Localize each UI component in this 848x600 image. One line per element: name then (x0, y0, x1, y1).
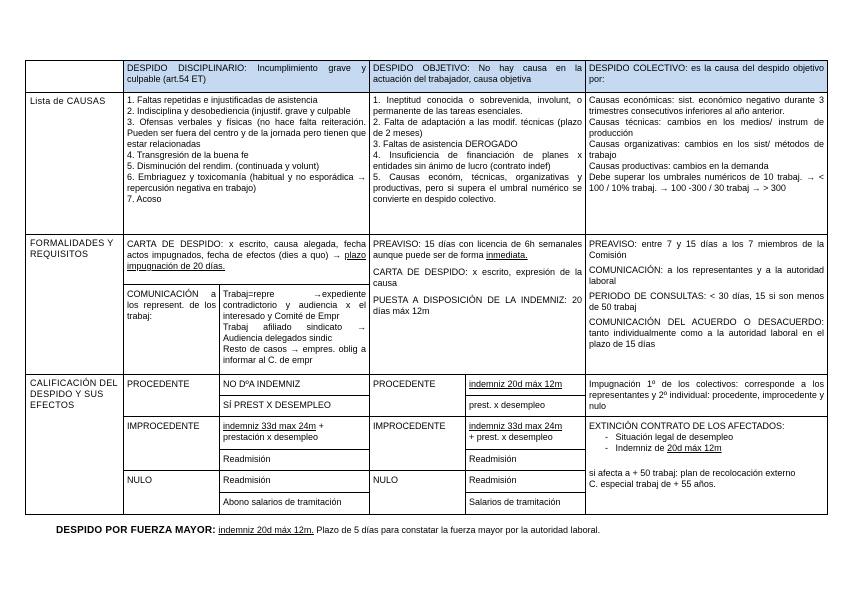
calif-procedente-row (26, 375, 828, 396)
col-extincion-indemniz: 20d máx 12m (667, 442, 722, 453)
col-extincion-item-2: - Indemniz de 20d máx 12m (605, 442, 722, 453)
comunicacion-items-cell (220, 285, 370, 375)
col-acuerdo: COMUNICACIÓN DEL ACUERDO O DESACUERDO: tanto individualmente como a la autoridad laboral en el plazo de 15 días (589, 316, 825, 349)
col-comunicacion: COMUNICACIÓN: a los representantes y a la autoridad laboral (589, 264, 825, 286)
comunicacion-item-3: Resto de casos → empres. oblig a informar al C. de empr (223, 343, 367, 365)
formalidades-label-cell (26, 235, 124, 375)
obj-puesta: PUESTA A DISPOSICIÓN DE LA INDEMNIZ: 20 días máx 12m (373, 294, 583, 316)
disc-improcedente-label: IMPROCEDENTE (127, 421, 200, 431)
disc-nulo-label: NULO (127, 475, 153, 485)
fuerza-mayor-note (56, 525, 600, 536)
obj-proc-prest-desempleo: prest. x desempleo (469, 400, 546, 410)
fuerza-mayor-indemniz: indemniz 20d máx 12m. (218, 525, 314, 535)
obj-nulo-label: NULO (373, 475, 399, 485)
disc-nulo-salarios: Abono salarios de tramitación (223, 497, 342, 507)
disc-nulo-1-cell (220, 471, 370, 493)
causas-label: Lista de CAUSAS (30, 96, 106, 106)
col-extincion-item-1: - Situación legal de desempleo (605, 431, 734, 442)
header-disciplinario-text: DESPIDO DISCIPLINARIO: Incumplimiento grave y culpable (art.54 ET) (127, 63, 367, 84)
obj-nulo-1-cell (466, 471, 586, 493)
col-impugnacion-cell (586, 375, 828, 417)
causas-label-cell (26, 93, 124, 235)
disc-carta-plazo: plazo impugnación de 20 días. (127, 249, 367, 271)
col-extincion-desempleo: Situación legal de desempleo (615, 431, 734, 442)
header-disciplinario (124, 61, 370, 93)
causa-obj-2: 2. Falta de adaptación a las modif. técnicas (plazo de 2 meses) (373, 116, 583, 138)
obj-improc-2-cell (466, 450, 586, 471)
causas-objetivo-cell (370, 93, 586, 235)
obj-improcedente-label-cell (370, 417, 466, 471)
header-colectivo (586, 61, 828, 93)
causa-obj-4: 4. Insuficiencia de financiación de planes x entidades sin ánimo de lucro (contrato indef) (373, 149, 583, 171)
formalidades-objetivo-cell (370, 235, 586, 375)
disc-proc-no-indemniz: NO DºA INDEMNIZ (223, 379, 301, 389)
disc-proc-2-cell (220, 396, 370, 417)
obj-preaviso-inmediata: inmediata. (486, 249, 528, 260)
obj-carta: CARTA DE DESPIDO: x escrito, expresión de la causa (373, 266, 583, 288)
comunicacion-label-cell (124, 285, 220, 375)
causa-col-5: Debe superar los umbrales numéricos de 10 trabaj. → < 100 / 10% trabaj. → 100 -300 / 30 trabaj → > 300 (589, 171, 825, 193)
col-impugnacion: Impugnación 1º de los colectivos: corresponde a los representantes y 2º individual: procedente, improcedente y nulo (589, 379, 825, 411)
causa-obj-1: 1. Ineptitud conocida o sobrevenida, involunt, o permanente de las tareas esenciales. (373, 95, 583, 116)
despidos-table (25, 60, 828, 515)
header-row (26, 61, 828, 93)
comunicacion-label: COMUNICACIÓN a los represent. de los trabaj: (127, 289, 216, 321)
fuerza-mayor-title: DESPIDO POR FUERZA MAYOR: (56, 525, 216, 536)
disc-improc-2-cell (220, 450, 370, 471)
calif-improcedente-row (26, 417, 828, 450)
obj-improcedente-label: IMPROCEDENTE (373, 421, 446, 431)
disc-procedente-label-cell (124, 375, 220, 417)
disc-improc-readmision: Readmisión (223, 454, 271, 464)
obj-improc-indemniz: indemniz 33d max 24m (469, 421, 563, 431)
causas-row (26, 93, 828, 235)
obj-proc-indemniz: indemniz 20d máx 12m (469, 379, 563, 389)
fuerza-mayor-plazo: Plazo de 5 días para constatar la fuerza mayor por la autoridad laboral. (316, 525, 601, 535)
disc-improc-1-cell (220, 417, 370, 450)
obj-improc-readmision: Readmisión (469, 454, 517, 464)
obj-procedente-label-cell (370, 375, 466, 417)
obj-nulo-2-cell (466, 493, 586, 515)
disc-nulo-readmision: Readmisión (223, 475, 271, 485)
causa-disc-3: 3. Ofensas verbales y físicas (no hace falta reiteración. Pueden ser fuera del centro y de la jornada pero tienen que estar relacionadas (127, 116, 367, 149)
causa-obj-3: 3. Faltas de asistencia DEROGADO (373, 138, 518, 149)
obj-procedente-label: PROCEDENTE (373, 379, 436, 389)
obj-improc-prestacion: + prest. x desempleo (469, 431, 553, 442)
calificacion-label-cell (26, 375, 124, 515)
disc-improc-indemniz: indemniz 33d max 24m (223, 421, 317, 431)
comunicacion-item-2: Trabaj afiliado sindicato → Audiencia delegados sindic (223, 321, 367, 343)
causa-obj-5: 5. Causas económ, técnicas, organizativas y productivas, pero si supera el umbral numérico se convierte en despido colectivo. (373, 171, 583, 204)
disc-nulo-label-cell (124, 471, 220, 515)
obj-improc-1-cell (466, 417, 586, 450)
header-blank-cell (26, 61, 124, 93)
causas-disciplinario-cell (124, 93, 370, 235)
formalidades-label: FORMALIDADES Y REQUISITOS (30, 238, 114, 259)
causas-colectivo-cell (586, 93, 828, 235)
col-extincion-cell (586, 417, 828, 515)
col-extincion-indemniz-pre: Indemniz de (615, 442, 665, 453)
formalidades-colectivo-cell (586, 235, 828, 375)
col-preaviso: PREAVISO: entre 7 y 15 días a los 7 miembros de la Comisión (589, 239, 825, 260)
formalidades-disc-carta-cell (124, 235, 370, 285)
disc-procedente-label: PROCEDENTE (127, 379, 190, 389)
comunicacion-item-1: Trabaj=repre →expediente contradictorio y audiencia x el interesado y Comité de Empr (223, 289, 367, 321)
formalidades-row (26, 235, 828, 285)
obj-nulo-salarios: Salarios de tramitación (469, 497, 561, 507)
obj-nulo-readmision: Readmisión (469, 475, 517, 485)
disc-proc-prest-desempleo: SÍ PREST X DESEMPLEO (223, 400, 331, 410)
causa-col-4: Causas productivas: cambios en la demanda (589, 160, 769, 171)
header-objetivo-text: DESPIDO OBJETIVO: No hay causa en la actuación del trabajador, causa objetiva (373, 63, 583, 84)
col-extincion-title: EXTINCIÓN CONTRATO DE LOS AFECTADOS: (589, 421, 785, 431)
causa-disc-1: 1. Faltas repetidas e injustificadas de asistencia (127, 95, 318, 105)
col-consultas: PERIODO DE CONSULTAS: < 30 días, 15 si son menos de 50 trabaj (589, 290, 825, 312)
causa-col-3: Causas organizativas: cambios en los sist/ métodos de trabajo (589, 138, 825, 160)
header-objetivo (370, 61, 586, 93)
calificacion-label: CALIFICACIÓN DEL DESPIDO Y SUS EFECTOS (30, 378, 118, 410)
causa-col-1: Causas económicas: sist. económico negativo durante 3 trimestres consecutivos inferiores al año anterior. (589, 95, 825, 116)
obj-preaviso-text: PREAVISO: 15 días con licencia de 6h semanales aunque puede ser de forma (373, 239, 583, 260)
disc-improc-prestacion: + prestación x desempleo (223, 421, 324, 442)
disc-carta-text: CARTA DE DESPIDO: x escrito, causa alegada, fecha actos impugnados, fecha de efectos (dies a quo) → (127, 239, 367, 260)
causa-disc-5: 5. Disminución del rendim. (continuada y volunt) (127, 160, 320, 171)
col-especial: C. especial trabaj de + 55 años. (589, 478, 716, 489)
obj-nulo-label-cell (370, 471, 466, 515)
causa-disc-6: 6. Embriaguez y toxicomanía (habitual y no esporádica → repercusión negativa en trabajo) (127, 171, 367, 193)
header-colectivo-text: DESPIDO COLECTIVO: es la causa del despido objetivo por: (589, 63, 825, 84)
obj-proc-2-cell (466, 396, 586, 417)
col-recolocacion: si afecta a + 50 trabaj: plan de recolocación externo (589, 467, 796, 478)
disc-nulo-2-cell (220, 493, 370, 515)
causa-col-2: Causas técnicas: cambios en los medios/ instrum de producción (589, 116, 825, 138)
obj-proc-1-cell (466, 375, 586, 396)
disc-improcedente-label-cell (124, 417, 220, 471)
disc-proc-1-cell (220, 375, 370, 396)
causa-disc-7: 7. Acoso (127, 193, 162, 204)
causa-disc-2: 2. Indisciplina y desobediencia (injustif. grave y culpable (127, 105, 351, 116)
causa-disc-4: 4. Transgresión de la buena fe (127, 149, 249, 160)
